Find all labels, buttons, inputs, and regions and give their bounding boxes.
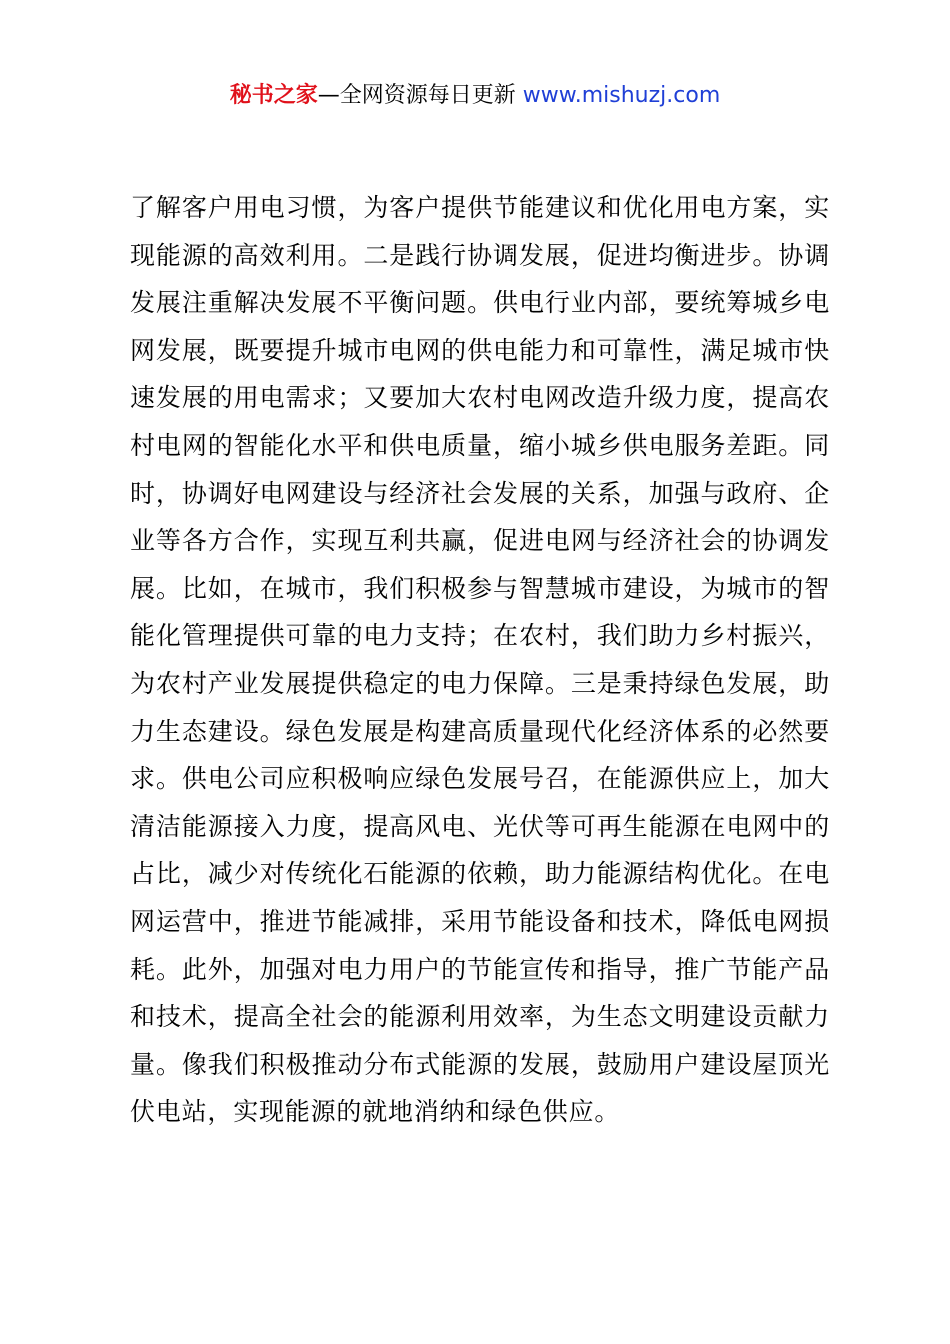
text-line: 发展注重解决发展不平衡问题。供电行业内部，要统筹城乡电: [130, 288, 830, 318]
text-line: 求。供电公司应积极响应绿色发展号召，在能源供应上，加大: [130, 764, 830, 794]
text-line: 现能源的高效利用。二是践行协调发展，促进均衡进步。协调: [130, 240, 830, 270]
text-line: 速发展的用电需求；又要加大农村电网改造升级力度，提高农: [130, 383, 830, 413]
brand-name: 秘书之家: [229, 83, 318, 108]
text-line: 能化管理提供可靠的电力支持；在农村，我们助力乡村振兴，: [130, 621, 830, 651]
page-header: [0, 80, 950, 112]
site-url-link[interactable]: www.mishuzj.com: [522, 83, 721, 108]
text-line: 量。像我们积极推动分布式能源的发展，鼓励用户建设屋顶光: [130, 1049, 830, 1079]
text-line: 时，协调好电网建设与经济社会发展的关系，加强与政府、企: [130, 478, 830, 508]
text-line: 和技术，提高全社会的能源利用效率，为生态文明建设贡献力: [130, 1002, 830, 1032]
text-line: 网发展，既要提升城市电网的供电能力和可靠性，满足城市快: [130, 335, 830, 365]
text-line: 展。比如，在城市，我们积极参与智慧城市建设，为城市的智: [130, 573, 830, 603]
body-paragraph: [130, 184, 830, 1136]
text-line: 耗。此外，加强对电力用户的节能宣传和指导，推广节能产品: [130, 954, 830, 984]
header-tagline: —全网资源每日更新: [317, 83, 516, 108]
text-line: 为农村产业发展提供稳定的电力保障。三是秉持绿色发展，助: [130, 668, 830, 698]
text-line: 网运营中，推进节能减排，采用节能设备和技术，降低电网损: [130, 906, 830, 936]
text-line: 力生态建设。绿色发展是构建高质量现代化经济体系的必然要: [130, 716, 830, 746]
text-line: 了解客户用电习惯，为客户提供节能建议和优化用电方案，实: [130, 193, 830, 222]
text-line: 业等各方合作，实现互利共赢，促进电网与经济社会的协调发: [130, 526, 830, 556]
text-line: 占比，减少对传统化石能源的依赖，助力能源结构优化。在电: [130, 859, 830, 889]
text-line: 清洁能源接入力度，提高风电、光伏等可再生能源在电网中的: [130, 811, 830, 841]
text-line-last: 伏电站，实现能源的就地消纳和绿色供应。: [130, 1097, 621, 1127]
text-line: 村电网的智能化水平和供电质量，缩小城乡供电服务差距。同: [130, 430, 830, 460]
